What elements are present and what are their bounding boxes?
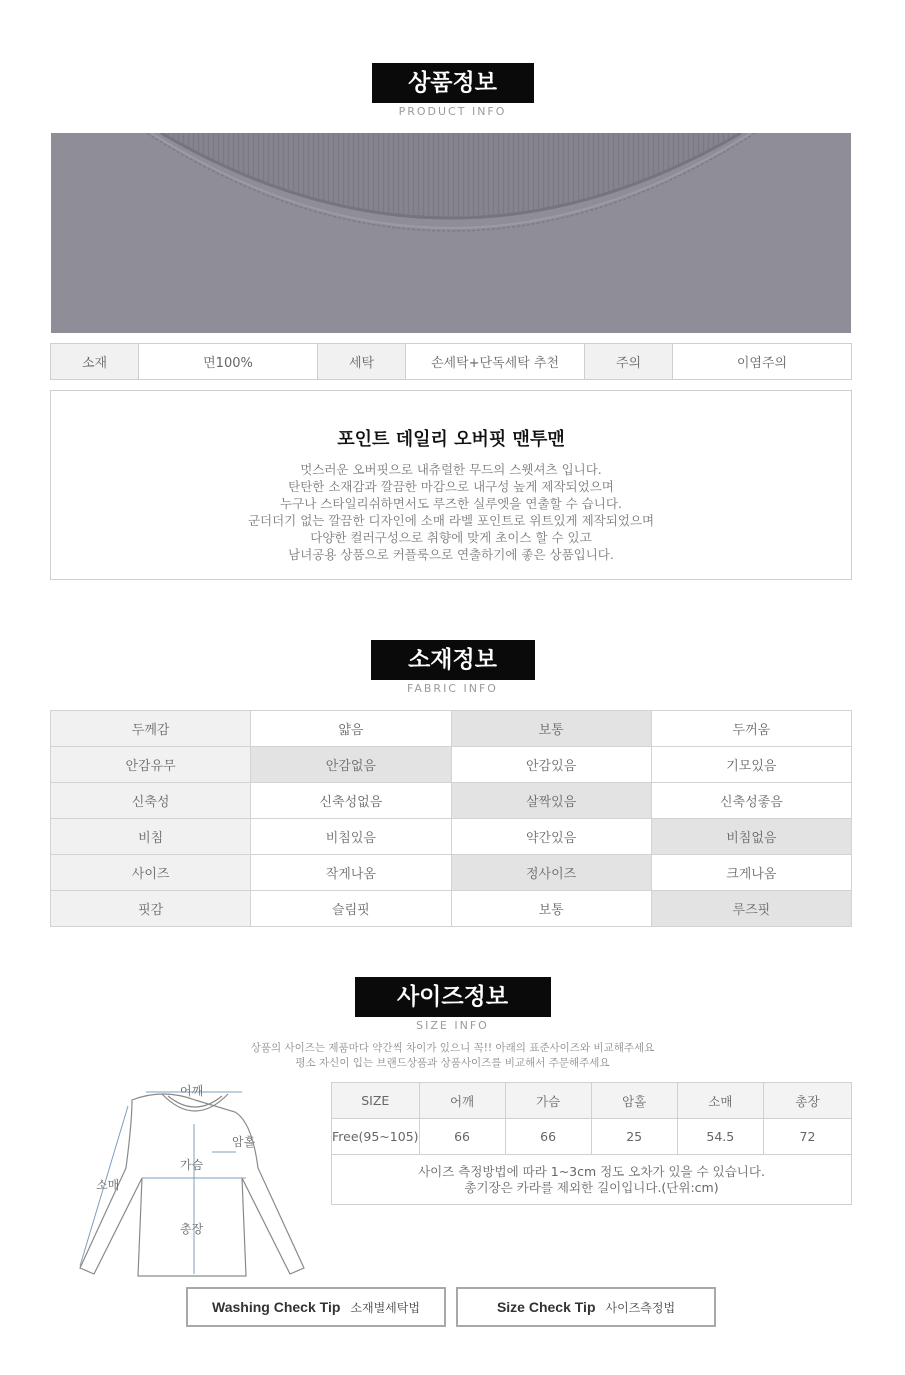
material-label: 소재 — [51, 344, 139, 379]
fabric-option: 비침있음 — [251, 819, 451, 855]
diagram-length-label: 총장 — [180, 1222, 204, 1236]
size-notice-line: 평소 자신이 입는 브랜드상품과 상품사이즈를 비교해서 주문해주세요 — [295, 1057, 610, 1069]
material-value: 면100% — [139, 344, 318, 379]
fabric-option: 보통 — [451, 891, 651, 927]
size-info-subtitle: SIZE INFO — [416, 1019, 489, 1032]
size-header-cell: 가슴 — [505, 1083, 591, 1119]
fabric-option-selected: 보통 — [451, 711, 651, 747]
fabric-option: 신축성없음 — [251, 783, 451, 819]
fabric-option-selected: 살짝있음 — [451, 783, 651, 819]
product-detail-photo — [51, 133, 851, 333]
product-description — [50, 390, 852, 580]
neckline-image — [51, 133, 851, 333]
product-spec-row — [50, 343, 852, 380]
fabric-option: 약간있음 — [451, 819, 651, 855]
wash-value: 손세탁+단독세탁 추천 — [406, 344, 585, 379]
diagram-armhole-label: 암홀 — [232, 1135, 256, 1149]
fabric-info-title: 소재정보 — [371, 640, 535, 680]
fabric-attribute-label: 핏감 — [51, 891, 251, 927]
fabric-attribute-label: 신축성 — [51, 783, 251, 819]
size-notice-line: 상품의 사이즈는 제품마다 약간씩 차이가 있으니 꼭!! 아래의 표준사이즈와 비교해주세요 — [250, 1042, 655, 1054]
washing-tip-label: Washing Check Tip — [212, 1299, 341, 1315]
fabric-attribute-label: 두께감 — [51, 711, 251, 747]
fabric-option: 기모있음 — [651, 747, 851, 783]
product-name: 포인트 데일리 오버핏 맨투맨 — [337, 429, 565, 450]
size-tip-label: Size Check Tip — [496, 1299, 596, 1315]
product-info-subtitle: PRODUCT INFO — [398, 105, 507, 118]
description-line: 다양한 컬러구성으로 취향에 맞게 초이스 할 수 있고 — [310, 530, 592, 545]
table-row — [51, 747, 852, 783]
size-table — [331, 1082, 852, 1205]
size-cell: 25 — [591, 1119, 677, 1155]
size-table-header — [332, 1083, 852, 1119]
description-line: 누구나 스타일리쉬하면서도 루즈한 실루엣을 연출할 수 습니다. — [280, 496, 622, 511]
size-diagram — [70, 1078, 320, 1288]
size-table-note-row — [332, 1155, 852, 1205]
description-line: 멋스러운 오버핏으로 내츄럴한 무드의 스웻셔츠 입니다. — [300, 462, 602, 477]
size-tip-sub: 사이즈측정법 — [605, 1300, 676, 1315]
table-row — [51, 711, 852, 747]
fabric-attribute-label: 안감유무 — [51, 747, 251, 783]
caution-value: 이염주의 — [736, 356, 788, 371]
diagram-sleeve-label: 소매 — [96, 1178, 120, 1192]
fabric-attribute-label: 사이즈 — [51, 855, 251, 891]
fabric-option: 얇음 — [251, 711, 451, 747]
table-row — [51, 855, 852, 891]
size-cell: 54.5 — [677, 1119, 763, 1155]
description-line: 탄탄한 소재감과 깔끔한 마감으로 내구성 높게 제작되었으며 — [288, 479, 614, 494]
fabric-attribute-label: 비침 — [51, 819, 251, 855]
fabric-option: 신축성좋음 — [651, 783, 851, 819]
size-cell: 66 — [505, 1119, 591, 1155]
size-notice — [0, 1041, 905, 1071]
fabric-option-selected: 정사이즈 — [451, 855, 651, 891]
size-measure-note — [332, 1155, 852, 1205]
fabric-option: 안감있음 — [451, 747, 651, 783]
size-cell: 66 — [419, 1119, 505, 1155]
description-text — [51, 461, 851, 563]
washing-tip-sub: 소재별세탁법 — [350, 1300, 420, 1315]
table-row — [51, 783, 852, 819]
diagram-chest-label: 가슴 — [180, 1158, 204, 1172]
fabric-option: 작게나옴 — [251, 855, 451, 891]
size-header-cell: 어깨 — [419, 1083, 505, 1119]
size-info-title: 사이즈정보 — [355, 977, 551, 1017]
wash-label: 세탁 — [318, 344, 406, 379]
fabric-info-table — [50, 710, 852, 927]
description-line: 군더더기 없는 깔끔한 디자인에 소매 라벨 포인트로 위트있게 제작되었으며 — [247, 513, 655, 528]
description-line: 남녀공용 상품으로 커플룩으로 연출하기에 좋은 상품입니다. — [288, 547, 614, 562]
fabric-option-selected: 안감없음 — [251, 747, 451, 783]
fabric-option-selected: 루즈핏 — [651, 891, 851, 927]
size-header-cell: 총장 — [763, 1083, 851, 1119]
diagram-shoulder-label: 어깨 — [180, 1084, 204, 1098]
washing-check-tip-button[interactable] — [186, 1287, 446, 1327]
size-header-cell: SIZE — [332, 1083, 420, 1119]
caution-label: 주의 — [585, 344, 673, 379]
product-info-title: 상품정보 — [372, 63, 534, 103]
size-measure-note-line: 총기장은 카라를 제외한 길이입니다.(단위:cm) — [464, 1179, 719, 1195]
size-header-cell: 소매 — [677, 1083, 763, 1119]
fabric-option-selected: 비침없음 — [651, 819, 851, 855]
size-cell: 72 — [763, 1119, 851, 1155]
size-cell: Free(95~105) — [332, 1119, 420, 1155]
size-measure-note-line: 사이즈 측정방법에 따라 1~3cm 정도 오차가 있을 수 있습니다. — [418, 1163, 765, 1179]
fabric-info-subtitle: FABRIC INFO — [407, 682, 498, 695]
fabric-option: 슬림핏 — [251, 891, 451, 927]
fabric-option: 크게나옴 — [651, 855, 851, 891]
fabric-option: 두꺼움 — [651, 711, 851, 747]
table-row — [51, 819, 852, 855]
table-row — [332, 1119, 852, 1155]
size-check-tip-button[interactable] — [456, 1287, 716, 1327]
size-header-cell: 암홀 — [591, 1083, 677, 1119]
table-row — [51, 891, 852, 927]
